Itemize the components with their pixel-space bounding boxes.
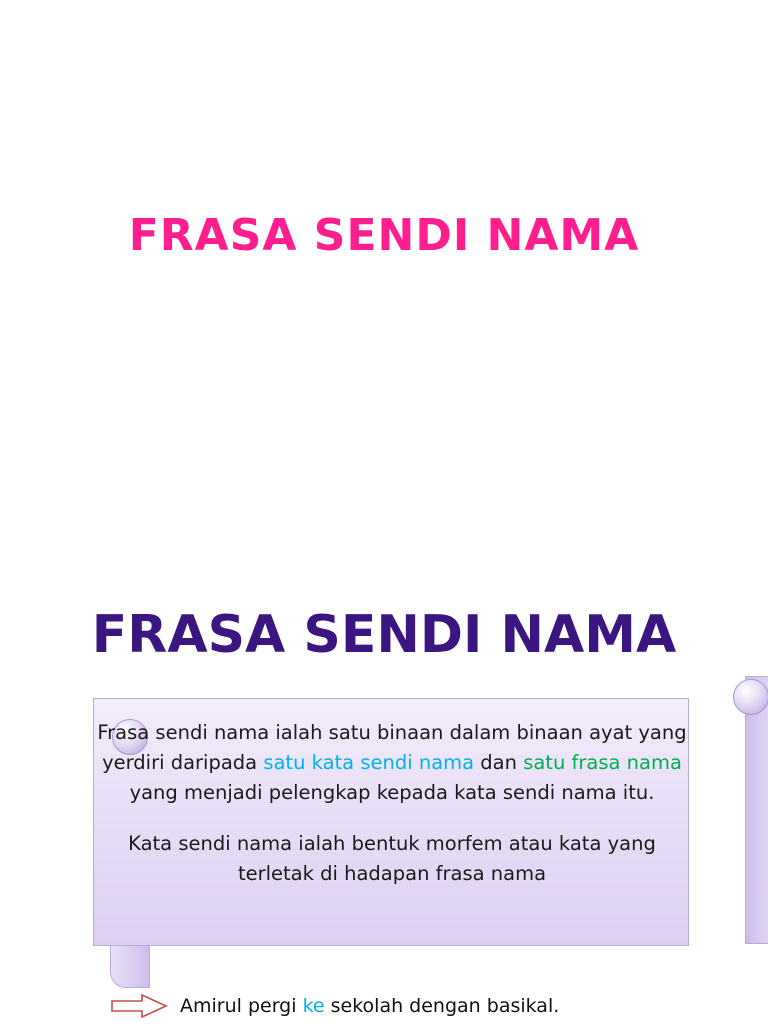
- scroll-right-curl: [745, 676, 768, 944]
- paragraph-spacer: [96, 809, 688, 829]
- definition-paragraph-2: Kata sendi nama ialah bentuk morfem atau kata yang terletak di hadapan frasa nama: [128, 831, 656, 885]
- definition-paragraph: [96, 718, 688, 809]
- definition-part-2: dan: [474, 751, 524, 775]
- definition-highlight-2: satu frasa nama: [523, 751, 682, 775]
- right-arrow-icon: [110, 993, 168, 1019]
- definition-highlight-1: satu kata sendi nama: [263, 751, 475, 775]
- scroll-right-knob-icon: [733, 679, 768, 715]
- example-highlight: ke: [302, 995, 325, 1017]
- definition-part-1: Frasa sendi nama ialah satu binaan dalam binaan ayat yang yerdiri daripada: [97, 721, 687, 775]
- example-after: sekolah dengan basikal.: [324, 995, 560, 1017]
- scroll-text-content: [96, 718, 688, 889]
- page-title-secondary: FRASA SENDI NAMA: [91, 605, 677, 665]
- example-sentence-row: [110, 993, 760, 1019]
- example-before: Amirul pergi: [180, 995, 303, 1017]
- page-title-top: FRASA SENDI NAMA: [128, 210, 640, 261]
- example-sentence: [180, 995, 559, 1017]
- definition-part-3: yang menjadi pelengkap kepada kata sendi nama itu.: [129, 781, 655, 805]
